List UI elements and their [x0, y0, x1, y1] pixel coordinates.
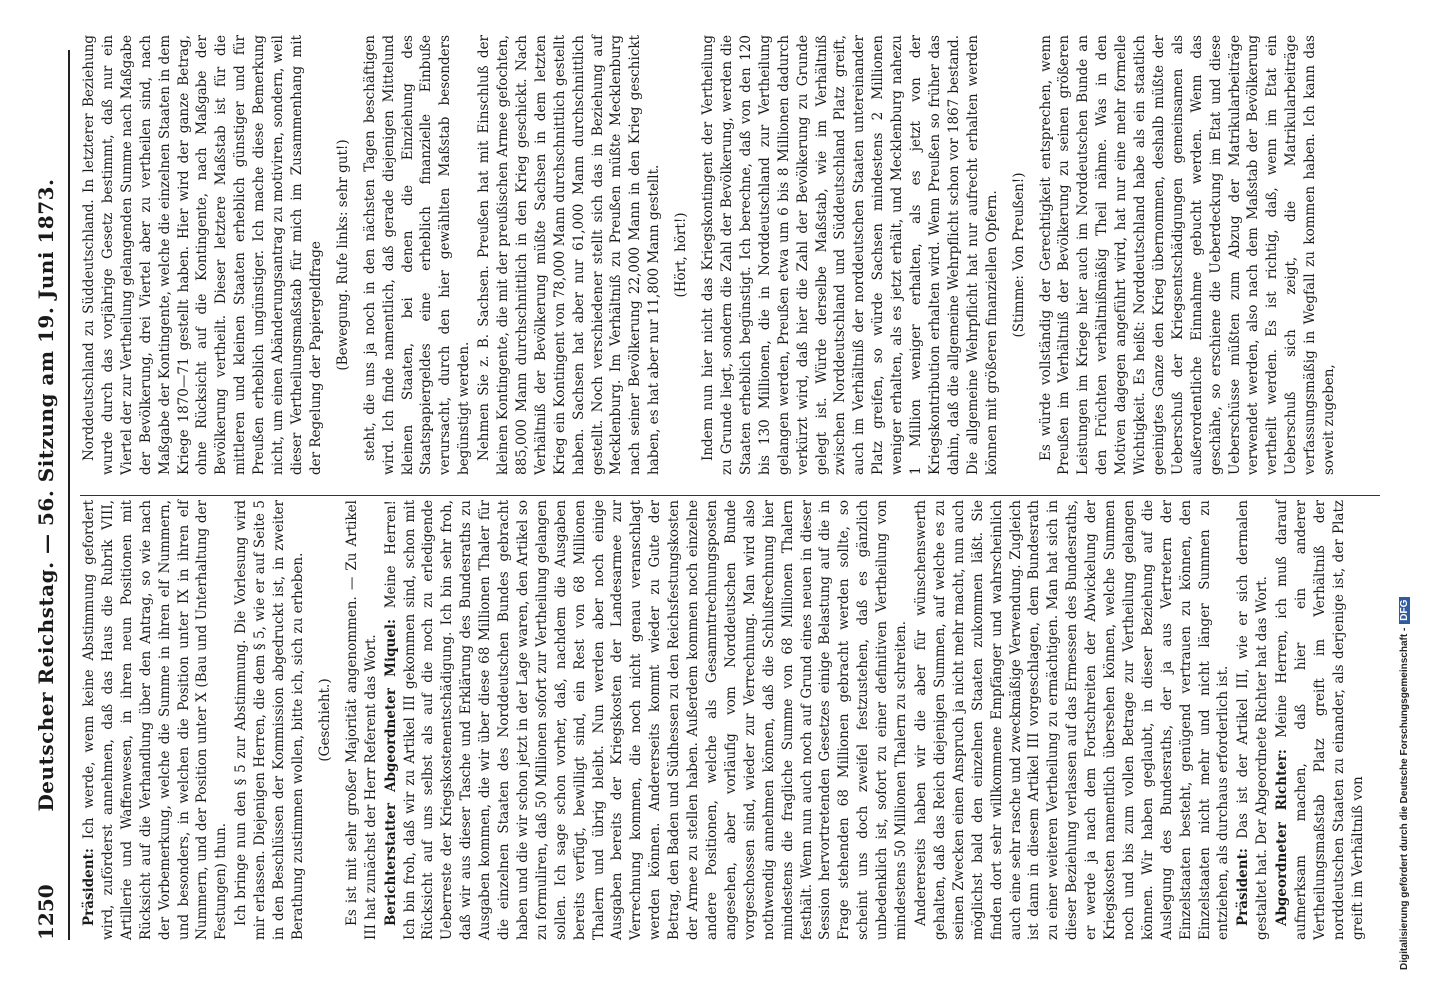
paragraph-text: Andererseits haben wir die aber für wünschenswerth gehalten, daß das Reich diejenigen Summen, auf welche es zu seinen Zwecken einen Anspruch ja nicht mehr macht, nun auch möglichst bald den einzelnen Staaten zukommen läßt. Sie finden dort sehr willkommene Empfänger und wahrscheinlich auch eine sehr rasche und zweckmäßige Verwendung. Zugleich ist dann in diesem Artikel III vorgeschlagen, dem Bundesrath zu einer weiteren Vertheilung zu ermächtigen. Man hat sich in dieser Beziehung verlassen auf das Ermessen des Bundesraths, er werde ja nach dem Fortschreiten der Abwickelung der Kriegskosten namentlich übersehen können, welche Summen noch und bis zum vollen Betrage zur Vertheilung gelangen können. Wir haben geglaubt, in dieser Beziehung auf die Auslegung des Bundesraths, der ja aus Vertretern der Einzelstaaten besteht, genügend vertrauen zu können, den Einzelstaaten nicht mehr und nicht länger Summen zu entziehen, als durchaus erforderlich ist. [912, 500, 1232, 940]
paragraph [1234, 500, 1272, 940]
right-column [80, 35, 1340, 475]
scanned-page [16, 20, 1416, 980]
speaker-name: Präsident: [81, 848, 97, 926]
paragraph [699, 35, 1002, 475]
paragraph [80, 35, 326, 475]
stage-direction [1010, 35, 1029, 475]
digitization-credit [1399, 10, 1424, 970]
stage-direction [334, 35, 353, 475]
paragraph-text: Nehmen Sie z. B. Sachsen. Preußen hat mit Einschluß der kleinen Kontingente, die mit der preußischen Armee gefochten, 885,000 Mann durchschnittlich in den Krieg geschickt. Nach Verhältniß der Bevölkerung müßte Sachsen in dem letzten Krieg ein Kontingent von 78,000 Mann durchschnittlich gestellt haben. Sachsen hat aber nur 61,000 Mann durchschnittlich gestellt. Noch verschiedener stellt sich das in Beziehung auf Mecklenburg. Im Verhältniß zu Preußen müßte Mecklenburg nach seiner Bevölkerung 22,000 Mann in den Krieg geschickt haben, es hat aber nur 11,800 Mann gestellt. [476, 35, 663, 475]
paragraph-text: (Hört, hört!) [673, 212, 690, 298]
paragraph-text: Meine Herren, ich muß darauf aufmerksam machen, daß hier ein anderer Vertheilungsmaßstab Platz greift im Verhältniß der norddeutschen Staaten zu einander, als derjenige ist, der Platz greift im Verhältniß von [1274, 500, 1366, 940]
column-separator [80, 495, 1380, 496]
paragraph [1273, 500, 1368, 940]
credit-text: Digitalisierung gefördert durch die Deutsche Forschungsgemeinschaft - [1399, 627, 1410, 970]
speaker-name: Berichterstatter Abgeordneter Miquel: [382, 618, 399, 926]
dfg-logo: DFG [1399, 597, 1410, 624]
speaker-name: Abgeordneter Richter: [1274, 749, 1291, 926]
speaker-name: Präsident: [1235, 848, 1252, 926]
paragraph [343, 500, 381, 940]
paragraph [1037, 35, 1340, 475]
stage-direction [316, 500, 335, 940]
left-column [80, 500, 1369, 940]
paragraph [232, 500, 308, 940]
paragraph-text: Meine Herren! Ich bin froh, daß wir zu Artikel III gekommen sind, schon mit Rücksicht auf uns selbst als auf die noch zu erledigende Ueberreste der Kriegskostenentschädigung. Ich bin sehr froh, daß wir aus dieser Tasche und Erklärung des Bundesraths zu Ausgaben kommen, die wir über diese 68 Millionen Thaler für die einzelnen Staaten des Norddeutschen Bundes gebracht haben und die wir schon jetzt in der Lage waren, den Artikel so zu formuliren, daß 50 Millionen sofort zur Vertheilung gelangen sollen. Ich sage schon vorher, daß, nachdem die Ausgaben bereits verfügt, bewilligt sind, ein Rest von 68 Millionen Thalern und übrig bleibt. Nun werden aber noch einige Ausgaben bereits der Kriegskosten der Landesarmee zur Verrechnung kommen, die noch nicht genau veranschlagt werden können. Andererseits kommt wieder zu Gute der Betrag, den Baden und Südhessen zu den Reichsfestungskosten der Armee zu stellen haben. Außerdem kommen noch einzelne andere Positionen, welche als Gesammtrechnungsposten angesehen, aber vorläufig vom Norddeutschen Bunde vorgeschossen sind, wieder zur Verrechnung. Man wird also nothwendig annehmen können, daß die Schlußrechnung hier mindestens die fragliche Summe von 68 Millionen Thalern festhält. Wenn nun auch noch auf Grund eines neuen in dieser Session hervortretenden Gesetzes einige Belastung auf die in Frage stehenden 68 Millionen gebracht werden sollte, so scheint uns doch zweifel festzustehen, daß es gänzlich unbedenklich ist, sofort zu einer definitiven Vertheilung von mindestens 50 Millionen Thalern zu schreiten. [382, 500, 910, 940]
page-title: Deutscher Reichstag. — 56. Sitzung am 19. Juni 1873. [34, 178, 58, 812]
stage-direction [672, 35, 691, 475]
paragraph-text: Es ist mit sehr großer Majorität angenommen. — Zu Artikel III hat zunächst der Herr Referent das Wort. [343, 500, 379, 940]
paragraph-text: Indem nun hier nicht das Kriegskontingent der Vertheilung zu Grunde liegt, sondern die Zahl der Bevölkerung, werden die Staaten erheblich begünstigt. Ich berechne, daß von den 120 bis 130 Millionen, die in Norddeutschland zur Vertheilung gelangen werden, Preußen etwa um 6 bis 8 Millionen dadurch verkürzt wird, daß hier die Zahl der Bevölkerung zu Grunde gelegt ist. Würde derselbe Maßstab, wie im Verhältniß zwischen Norddeutschland und Süddeutschland Platz greift, auch im Verhältniß der norddeutschen Staaten untereinander Platz greifen, so würde Sachsen mindestens 2 Millionen weniger erhalten, als es jetzt erhält, und Mecklenburg nahezu 1 Million weniger erhalten, als es jetzt von der Kriegskontribution erhalten wird. Wenn Preußen so früher das dahin, daß die allgemeine Wehrpflicht schon vor 1867 bestand. Die allgemeine Wehrpflicht hat nur aufrecht erhalten werden können mit größeren finanziellen Opfern. [700, 35, 1000, 475]
paragraph [80, 500, 231, 940]
paragraph-text: Das ist der Artikel III, wie er sich dermalen gestaltet hat. Der Abgeordnete Richter hat das Wort. [1235, 500, 1271, 940]
paragraph-text: (Stimme: Von Preußen!) [1010, 172, 1027, 338]
paragraph [361, 35, 474, 475]
page-header [34, 50, 62, 940]
paragraph-text: Ich bringe nun den § 5 zur Abstimmung. Die Vorlesung wird mir erlassen. Diejenigen Herren, die dem § 5, wie er auf Seite 5 in den Beschlüssen der Kommission abgedruckt ist, in zweiter Berathung zustimmen wollen, bitte ich, sich zu erheben. [233, 500, 306, 940]
paragraph [475, 35, 664, 475]
paragraph-text: Es würde vollständig der Gerechtigkeit entsprechen, wenn Preußen im Verhältniß der Bevölkerung zu seinen größeren Leistungen im Kriege hier auch im Norddeutschen Bunde an den Früchten verhältnißmäßig Theil nähme. Was in den Motiven dagegen angeführt wird, hat nur eine mehr formelle Wichtigkeit. Es heißt: Norddeutschland habe als ein staatlich geeinigtes Ganze den Krieg übernommen, deshalb müßte der Ueberschuß der Kriegsentschädigungen gemeinsamen als außerordentliche Einnahme gebucht werden. Wenn das geschähe, so erschiene die Ueberdeckung im Etat und diese Ueberschüsse müßten zum Abzug der Matrikularbeiträge verwendet werden, also nach dem Maßstab der Bevölkerung vertheilt werden. Es ist richtig, daß, wenn im Etat ein Ueberschuß sich zeigt, die Matrikularbeiträge verfassungsmäßig in Wegfall zu kommen haben. Ich kann das soweit zugeben, [1037, 35, 1338, 475]
header-rule [68, 50, 70, 940]
page-number: 1250 [34, 884, 58, 940]
paragraph-text: (Bewegung. Rufe links: sehr gut!) [334, 139, 351, 371]
paragraph-text: Ich werde, wenn keine Abstimmung gefordert wird, zuförderst annehmen, daß das Haus die Rubrik VIII, Artillerie und Waffenwesen, in ihren neun Positionen mit Rücksicht auf die Verhandlung über den Antrag, so wie nach der Vorbemerkung, welche die Summe in ihren elf Nummern, und besonders, in welchen die Position unter IX in ihren elf Nummern, und der Position unter X (Bau und Unterhaltung der Festungen) thun. [81, 500, 230, 940]
paragraph [912, 500, 1233, 940]
paragraph-text: (Geschieht.) [316, 678, 333, 762]
paragraph [382, 500, 911, 940]
paragraph-text: Norddeutschland zu Süddeutschland. In letzterer Beziehung wurde durch das vorjährige Gesetz bestimmt, daß nur ein Viertel der zur Vertheilung gelangenden Summe nach Maßgabe der Bevölkerung, drei Viertel aber zu vertheilen sind, nach Maßgabe der Kontingente, welche die einzelnen Staaten in dem Kriege 1870—71 gestellt haben. Hier wird der ganze Betrag, ohne Rücksicht auf die Kontingente, nach Maßgabe der Bevölkerung vertheilt. Dieser letztere Maßstab ist für die mittleren und kleinen Staaten erheblich günstiger und für Preußen erheblich ungünstiger. Ich mache diese Bemerkung nicht, um einen Abänderungsantrag zu motiviren, sondern, weil dieser Vertheilungsmaßstab für mich im Zusammenhang mit der Regelung der Papiergeldfrage [81, 35, 324, 475]
paragraph-text: steht, die uns ja noch in den nächsten Tagen beschäftigen wird. Ich finde namentlich, daß gerade diejenigen Mittelund kleinen Staaten, bei denen die Einziehung des Staatspapiergeldes eine erheblich finanzielle Einbuße verursacht, durch den hier gewählten Maßstab besonders begünstigt werden. [361, 35, 473, 475]
